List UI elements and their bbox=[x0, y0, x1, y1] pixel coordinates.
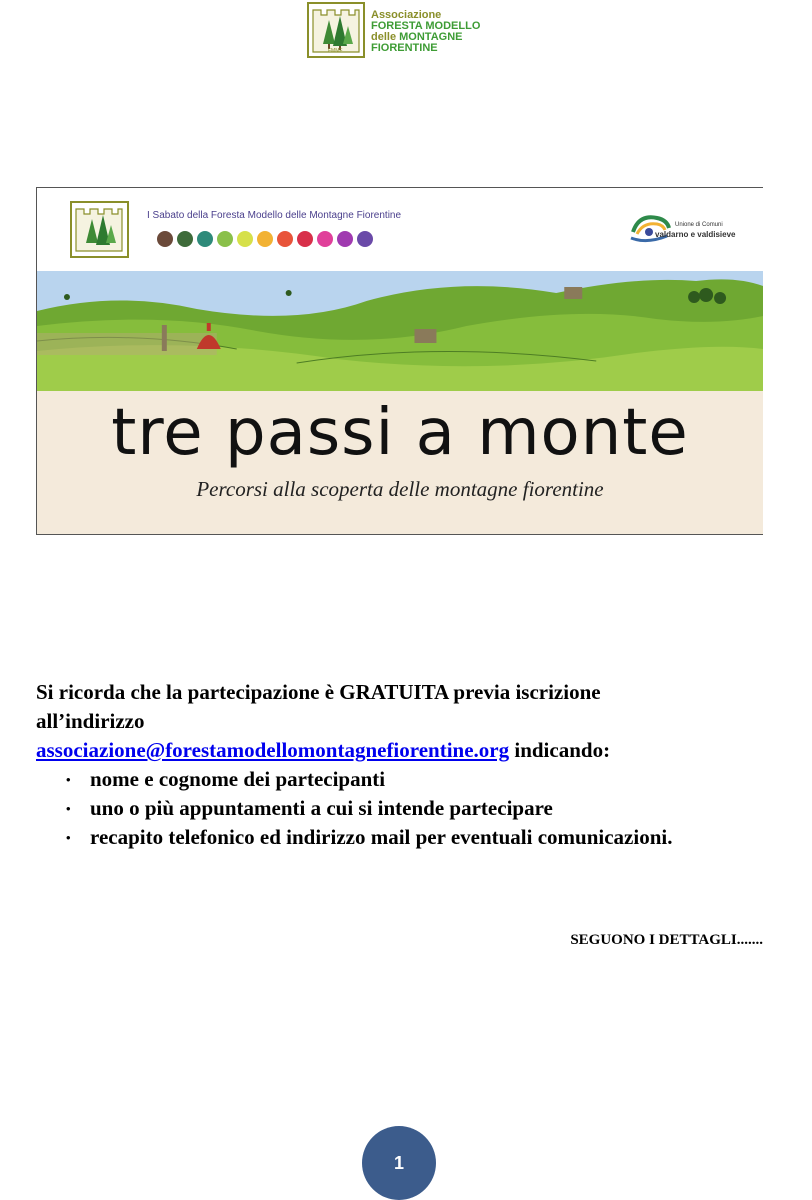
page-number-badge: 1 bbox=[362, 1126, 436, 1200]
unione-line-1: Unione di Comuni bbox=[675, 222, 723, 228]
logo-line-2: FORESTA MODELLO bbox=[371, 20, 481, 32]
landscape-illustration bbox=[37, 271, 763, 391]
event-banner bbox=[36, 187, 763, 535]
association-logo bbox=[307, 2, 507, 60]
decor-dot bbox=[237, 231, 253, 247]
registration-notice bbox=[36, 678, 776, 852]
banner-title-area bbox=[37, 391, 763, 535]
series-label: I Sabato della Foresta Modello delle Montagne Fiorentine bbox=[147, 210, 402, 221]
decor-dot bbox=[297, 231, 313, 247]
tower-trees-crest-icon bbox=[307, 2, 365, 58]
list-item-text: nome e cognome dei partecipanti bbox=[90, 767, 386, 791]
intro-line-2: all’indirizzo bbox=[36, 709, 145, 733]
decor-dot bbox=[197, 231, 213, 247]
list-item bbox=[66, 794, 776, 823]
decor-dot bbox=[217, 231, 233, 247]
decor-dot bbox=[277, 231, 293, 247]
unione-swirl-icon bbox=[627, 210, 673, 246]
requirements-list bbox=[36, 765, 776, 852]
logo-line-3a: delle bbox=[371, 31, 400, 43]
unione-line-2: valdarno e valdisieve bbox=[655, 230, 736, 239]
decor-dot bbox=[337, 231, 353, 247]
banner-crest-icon bbox=[70, 201, 129, 258]
email-line bbox=[36, 736, 776, 765]
colored-dots-decoration bbox=[156, 229, 436, 249]
decor-dot bbox=[177, 231, 193, 247]
banner-title: tre passi a monte bbox=[111, 396, 689, 470]
bullet-icon: • bbox=[66, 772, 71, 787]
list-item bbox=[66, 765, 776, 794]
list-item-text: uno o più appuntamenti a cui si intende partecipare bbox=[90, 796, 553, 820]
bullet-icon: • bbox=[66, 830, 71, 845]
unione-comuni-logo bbox=[627, 210, 736, 250]
decor-dot bbox=[317, 231, 333, 247]
decor-dot bbox=[357, 231, 373, 247]
logo-line-1: Associazione bbox=[371, 9, 442, 21]
follow-note: SEGUONO I DETTAGLI....... bbox=[570, 932, 763, 948]
email-link[interactable]: associazione@forestamodellomontagnefiorentine.org bbox=[36, 738, 510, 762]
intro-line-3: indicando: bbox=[509, 738, 611, 762]
decor-dot bbox=[157, 231, 173, 247]
intro-line-1: Si ricorda che la partecipazione è GRATUITA previa iscrizione bbox=[36, 680, 601, 704]
logo-line-4: FIORENTINE bbox=[371, 42, 438, 54]
list-item-text: recapito telefonico ed indirizzo mail per eventuali comunicazioni. bbox=[90, 825, 673, 849]
decor-dot bbox=[257, 231, 273, 247]
association-name bbox=[371, 10, 480, 54]
list-item bbox=[66, 823, 776, 852]
crest-caption: FMMF bbox=[328, 48, 343, 54]
logo-line-3b: MONTAGNE bbox=[399, 31, 463, 43]
banner-subtitle: Percorsi alla scoperta delle montagne fiorentine bbox=[196, 477, 604, 501]
bullet-icon: • bbox=[66, 801, 71, 816]
banner-header bbox=[37, 188, 763, 271]
